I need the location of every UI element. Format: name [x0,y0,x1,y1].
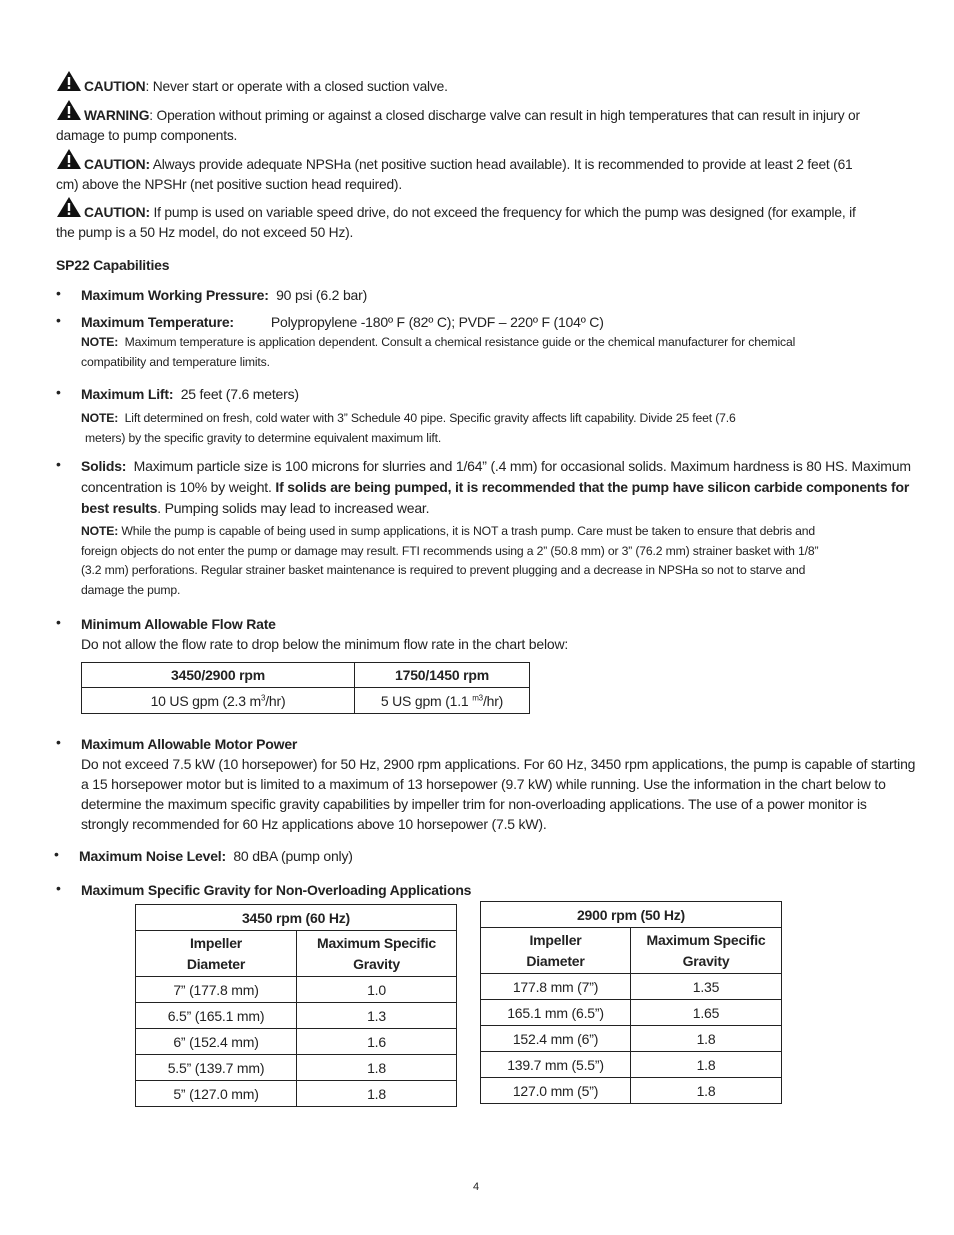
solids-bold-text: If solids are being pumped, it is recommended that the pump have silicon carbide components for best results [81,479,910,516]
temperature-label: Maximum Temperature: [81,314,234,330]
note-label: NOTE: [81,411,119,425]
warning-triangle-icon [56,148,82,175]
warning-triangle-icon [56,70,82,97]
bullet-noise [54,846,914,866]
flow-label: Minimum Allowable Flow Rate [81,616,276,632]
table-cell: 1.8 [297,1081,457,1107]
table-row [481,1000,782,1026]
table-row [481,1078,782,1104]
column-header-impeller: Impeller Diameter [481,928,631,974]
table-cell: 7” (177.8 mm) [136,977,297,1003]
flow-header-2: 1750/1450 rpm [355,663,530,688]
column-header-gravity: Maximum Specific Gravity [631,928,782,974]
table-cell: 5.5” (139.7 mm) [136,1055,297,1081]
table-row [136,1081,457,1107]
bullet-motor [56,734,916,834]
table-cell: 177.8 mm (7”) [481,974,631,1000]
bullet-dot: • [56,384,61,400]
table-cell: 152.4 mm (6”) [481,1026,631,1052]
bullet-dot: • [56,734,61,750]
table-cell: 1.0 [297,977,457,1003]
bullet-dot: • [56,456,61,472]
table-row [481,974,782,1000]
table-title: 2900 rpm (50 Hz) [481,902,782,928]
note-text: Lift determined on fresh, cold water with 3” Schedule 40 pipe. Specific gravity affects lift capability. Divide 25 feet (7.6 [124,411,736,425]
table-row [136,1029,457,1055]
table-cell: 1.3 [297,1003,457,1029]
note-label: NOTE: [81,524,119,538]
table-cell: 1.8 [631,1052,782,1078]
bullet-dot: • [54,846,59,862]
section-title: SP22 Capabilities [56,257,170,273]
bullet-temperature [56,312,916,332]
note-label: NOTE: [81,335,119,349]
temperature-value: Polypropylene -180º F (82º C); PVDF – 220º F (104º C) [270,314,604,330]
solids-label: Solids: [81,458,127,474]
note-text: Maximum temperature is application dependent. Consult a chemical resistance guide or the chemical manufacturer for chemical compatibility and temperature limits. [81,335,796,369]
bullet-solids [56,456,916,519]
table-cell: 1.8 [631,1078,782,1104]
bullet-pressure [56,285,916,305]
caution-label: CAUTION: [84,205,150,220]
gravity-table-50hz [480,901,782,1104]
bullet-gravity [56,880,916,900]
table-row [481,1052,782,1078]
table-cell: 6” (152.4 mm) [136,1029,297,1055]
caution-text: : Never start or operate with a closed suction valve. [145,79,448,94]
solids-text: Maximum particle size is 100 microns for slurries and 1/64” (.4 mm) for occasional solids. Maximum hardness is 80 HS. Maximum concentration is 10% by weight. [81,458,911,495]
table-row [136,1003,457,1029]
warning-discharge-valve [56,99,876,145]
table-row [136,977,457,1003]
bullet-dot: • [56,614,61,630]
temperature-note [81,333,841,372]
warning-triangle-icon [56,99,82,126]
gravity-label: Maximum Specific Gravity for Non-Overloading Applications [81,882,472,898]
lift-note [81,409,841,448]
note-text: While the pump is capable of being used in sump applications, it is NOT a trash pump. Care must be taken to ensure that debris and foreign objects do not enter the pump or damage may result. FTI recommends using a 2” (50.8 mm) or 3” (76.2 mm) strainer basket with 1/8” (3.2 mm) perforations. Regular strainer basket maintenance is required to prevent plugging and a decrease in NPSHa so not to starve and damage the pump. [81,524,819,597]
column-header-impeller: Impeller Diameter [136,931,297,977]
bullet-flow [56,614,916,654]
column-header-gravity: Maximum Specific Gravity [297,931,457,977]
flow-rate-table [81,662,530,714]
flow-text: Do not allow the flow rate to drop below the minimum flow rate in the chart below: [81,636,569,652]
caution-text: If pump is used on variable speed drive, do not exceed the frequency for which the pump was designed (for example, if the pump is a 50 Hz model, do not exceed 50 Hz). [56,205,856,240]
table-cell: 1.8 [631,1026,782,1052]
table-cell: 165.1 mm (6.5”) [481,1000,631,1026]
solids-text-2: . Pumping solids may lead to increased wear. [157,500,430,516]
caution-text: Always provide adequate NPSHa (net positive suction head available). It is recommended to provide at least 2 feet (61 cm) above the NPSHr (net positive suction head required). [56,157,853,192]
bullet-dot: • [56,312,61,328]
noise-label: Maximum Noise Level: [79,848,226,864]
caution-label: CAUTION: [84,157,150,172]
flow-header-1: 3450/2900 rpm [82,663,355,688]
table-cell: 1.8 [297,1055,457,1081]
table-row [136,1055,457,1081]
pressure-label: Maximum Working Pressure: [81,287,269,303]
flow-cell-2: 5 US gpm (1.1 $^{m3}$/hr) [355,688,530,714]
caution-npsh [56,148,876,194]
gravity-table-60hz [135,904,457,1107]
table-cell: 1.65 [631,1000,782,1026]
pressure-value: 90 psi (6.2 bar) [276,287,368,303]
warning-text: : Operation without priming or against a closed discharge valve can result in high temperatures that can result in injury or damage to pump components. [56,108,860,143]
table-row [481,1026,782,1052]
warning-triangle-icon [56,196,82,223]
motor-label: Maximum Allowable Motor Power [81,736,298,752]
table-cell: 6.5” (165.1 mm) [136,1003,297,1029]
bullet-dot: • [56,285,61,301]
table-title: 3450 rpm (60 Hz) [136,905,457,931]
warning-label: WARNING [84,108,150,123]
lift-value: 25 feet (7.6 meters) [180,386,299,402]
bullet-lift [56,384,916,404]
motor-text: Do not exceed 7.5 kW (10 horsepower) for 50 Hz, 2900 rpm applications. For 60 Hz, 3450 rpm applications, the pump is capable of starting a 15 horsepower motor but is limited to a maximum of 13 horsepower (9.7 kW) while running. Use the information in the chart below to determine the maximum specific gravity capabilities by impeller trim for non-overloading applications. The use of a power monitor is strongly recommended for 60 Hz applications above 10 horsepower (7.5 kW). [81,756,916,832]
lift-label: Maximum Lift: [81,386,174,402]
table-cell: 139.7 mm (5.5”) [481,1052,631,1078]
table-cell: 5” (127.0 mm) [136,1081,297,1107]
caution-closed-suction [56,70,876,97]
solids-note [81,522,841,600]
noise-value: 80 dBA (pump only) [233,848,353,864]
table-cell: 1.35 [631,974,782,1000]
table-cell: 1.6 [297,1029,457,1055]
caution-variable-speed [56,196,876,242]
flow-cell-1: 10 US gpm (2.3 $m^3/hr$) [82,688,355,714]
caution-label: CAUTION [84,79,146,94]
table-cell: 127.0 mm (5”) [481,1078,631,1104]
bullet-dot: • [56,880,61,896]
page-number: 4 [473,1181,480,1193]
note-text: meters) by the specific gravity to determine equivalent maximum lift. [85,430,442,445]
